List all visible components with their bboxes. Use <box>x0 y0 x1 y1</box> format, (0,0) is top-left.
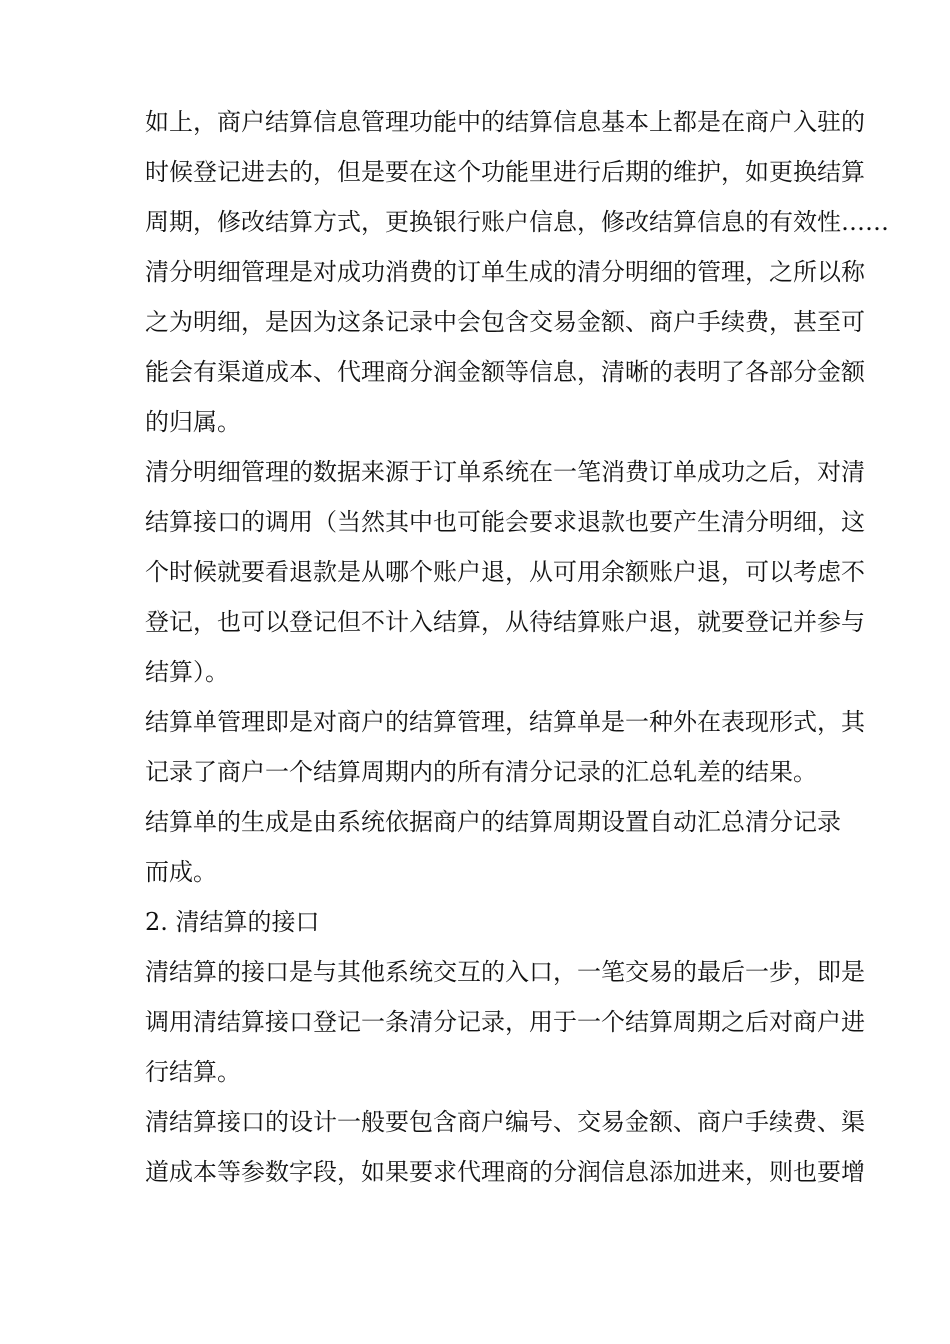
text-line: 清结算接口的设计一般要包含商户编号、交易金额、商户手续费、渠 <box>145 1108 865 1136</box>
text-line: 道成本等参数字段，如果要求代理商的分润信息添加进来，则也要增 <box>145 1158 865 1186</box>
text-line: 结算单的生成是由系统依据商户的结算周期设置自动汇总清分记录 <box>145 808 841 836</box>
text-line: 清分明细管理是对成功消费的订单生成的清分明细的管理，之所以称 <box>145 258 865 286</box>
text-line: 登记，也可以登记但不计入结算，从待结算账户退，就要登记并参与 <box>145 608 865 636</box>
text-line: 能会有渠道成本、代理商分润金额等信息，清晰的表明了各部分金额 <box>145 358 865 386</box>
text-line: 而成。 <box>145 858 217 886</box>
text-line: 的归属。 <box>145 408 241 436</box>
text-line: 个时候就要看退款是从哪个账户退，从可用余额账户退，可以考虑不 <box>145 558 865 586</box>
section-heading: 2. 清结算的接口 <box>145 908 320 936</box>
text-line: 之为明细，是因为这条记录中会包含交易金额、商户手续费，甚至可 <box>145 308 865 336</box>
text-line: 结算单管理即是对商户的结算管理，结算单是一种外在表现形式，其 <box>145 708 865 736</box>
text-line: 调用清结算接口登记一条清分记录，用于一个结算周期之后对商户进 <box>145 1008 865 1036</box>
text-line: 时候登记进去的，但是要在这个功能里进行后期的维护，如更换结算 <box>145 158 865 186</box>
text-line: 行结算。 <box>145 1058 241 1086</box>
text-line: 记录了商户一个结算周期内的所有清分记录的汇总轧差的结果。 <box>145 758 817 786</box>
text-line: 结算）。 <box>145 658 229 686</box>
text-line: 清分明细管理的数据来源于订单系统在一笔消费订单成功之后，对清 <box>145 458 865 486</box>
text-line: 结算接口的调用（当然其中也可能会要求退款也要产生清分明细，这 <box>145 508 865 536</box>
text-line: 清结算的接口是与其他系统交互的入口，一笔交易的最后一步，即是 <box>145 958 865 986</box>
text-line: 如上，商户结算信息管理功能中的结算信息基本上都是在商户入驻的 <box>145 108 865 136</box>
text-line: 周期，修改结算方式，更换银行账户信息，修改结算信息的有效性…… <box>145 208 889 236</box>
